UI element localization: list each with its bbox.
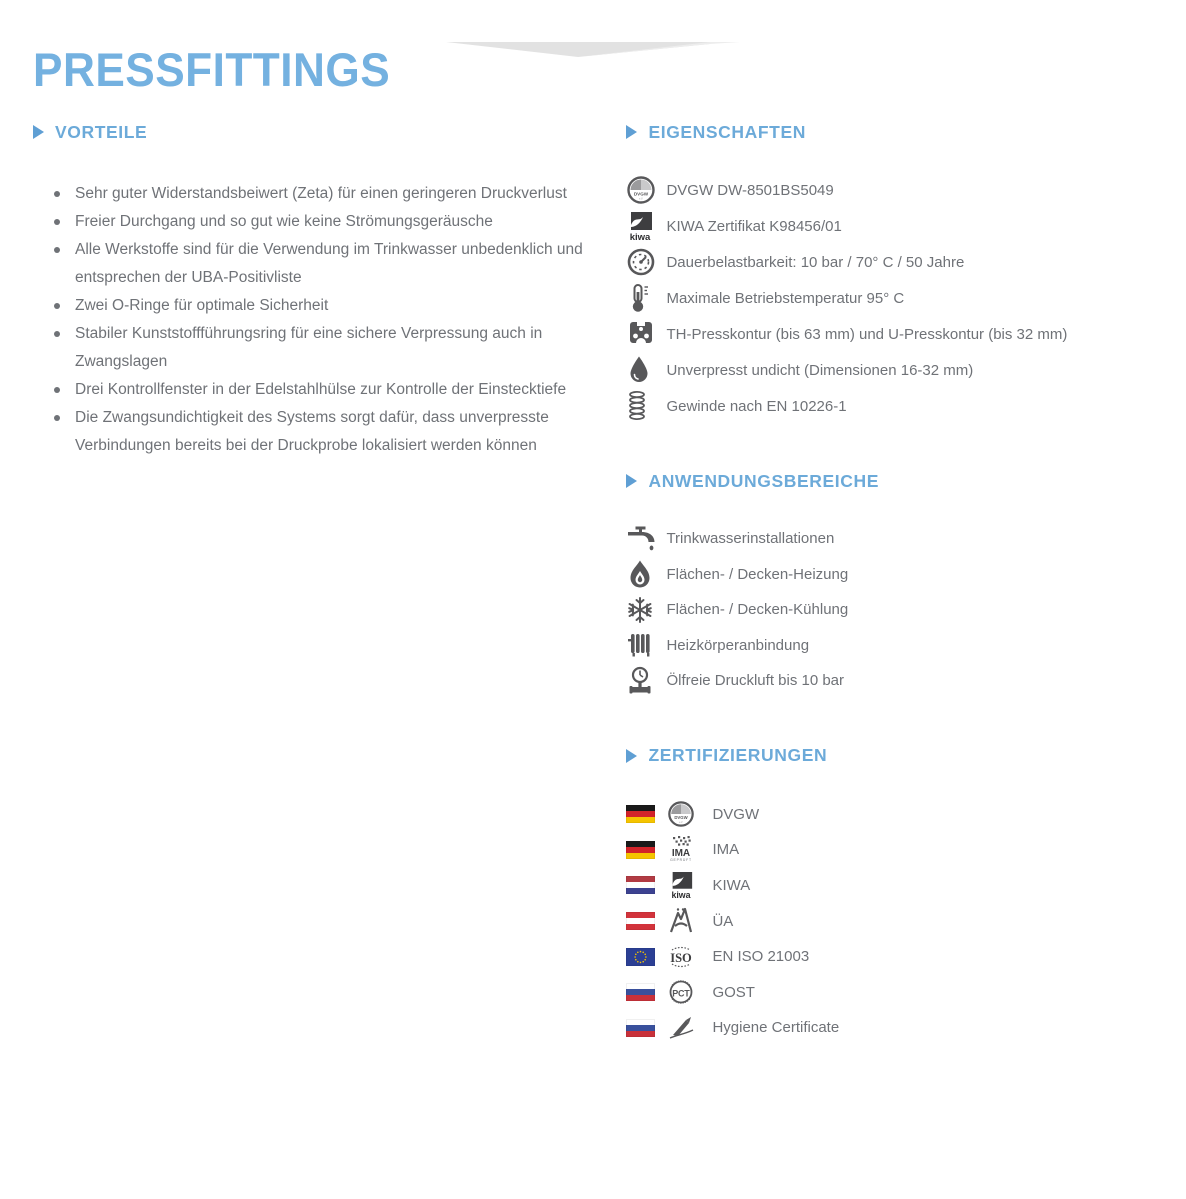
compressed-air-icon <box>626 666 666 696</box>
iso-logo-icon <box>662 943 700 971</box>
hygiene-logo-icon <box>662 1015 700 1041</box>
water-drop-icon <box>626 355 666 385</box>
section-heading-vorteile <box>33 121 593 143</box>
kiwa-logo-icon <box>662 871 700 899</box>
certification-label: IMA <box>712 841 740 859</box>
triangle-bullet-icon <box>626 749 637 763</box>
triangle-bullet-icon <box>33 125 44 139</box>
application-label: Heizkörperanbindung <box>666 636 810 654</box>
application-row <box>626 521 1153 557</box>
application-row <box>626 628 1153 664</box>
property-label: Dauerbelastbarkeit: 10 bar / 70° C / 50 Jahre <box>666 253 965 271</box>
certification-label: ÜA <box>712 912 734 930</box>
section-heading-label: ANWENDUNGSBEREICHE <box>648 470 879 491</box>
list-item: Stabiler Kunststoffführungsring für eine sichere Verpressung auch in Zwangslagen <box>33 320 593 376</box>
certification-row <box>626 939 1153 975</box>
list-item: Die Zwangsundichtigkeit des Systems sorgt dafür, dass unverpresste Verbindungen bereits bei der Druckprobe lokalisiert werden können <box>33 404 593 460</box>
pressure-gauge-icon <box>626 247 666 277</box>
section-heading-zertifizierungen <box>626 745 1153 767</box>
application-row <box>626 592 1153 628</box>
pressfittings-sheet <box>0 42 1186 1046</box>
certification-label: GOST <box>712 983 755 1001</box>
kiwa-logo-icon <box>626 211 666 241</box>
certification-label: DVGW <box>712 805 760 823</box>
section-heading-anwendungsbereiche <box>626 470 1153 492</box>
press-contour-icon <box>626 319 666 349</box>
uea-logo-icon <box>662 907 700 935</box>
certification-label: KIWA <box>712 876 751 894</box>
advantages-list <box>33 180 593 460</box>
thread-icon <box>626 390 666 422</box>
section-heading-eigenschaften <box>626 121 1153 143</box>
certification-label: Hygiene Certificate <box>712 1019 840 1037</box>
properties-column <box>626 121 1153 1046</box>
property-row <box>626 280 1153 316</box>
section-heading-label: ZERTIFIZIERUNGEN <box>648 745 828 765</box>
certification-row <box>626 797 1153 833</box>
property-label: Maximale Betriebstemperatur 95° C <box>666 289 905 307</box>
gost-logo-icon <box>662 978 700 1006</box>
application-label: Ölfreie Druckluft bis 10 bar <box>666 672 845 690</box>
application-label: Trinkwasserinstallationen <box>666 530 835 548</box>
svg-text:IMA: IMA <box>672 847 691 859</box>
properties-list <box>626 172 1153 424</box>
svg-text:DVGW: DVGW <box>634 191 649 197</box>
property-label: Unverpresst undicht (Dimensionen 16-32 mm) <box>666 361 974 379</box>
property-row <box>626 316 1153 352</box>
property-row <box>626 208 1153 244</box>
property-label: KIWA Zertifikat K98456/01 <box>666 217 842 235</box>
application-label: Flächen- / Decken-Kühlung <box>666 601 849 619</box>
certification-row <box>626 974 1153 1010</box>
list-item: Alle Werkstoffe sind für die Verwendung im Trinkwasser unbedenklich und entsprechen der UBA-Positivliste <box>33 236 593 292</box>
svg-text:kiwa: kiwa <box>671 890 692 900</box>
svg-text:e.V.: e.V. <box>679 822 684 825</box>
section-heading-label: EIGENSCHAFTEN <box>648 121 806 142</box>
radiator-icon <box>626 631 666 659</box>
netherlands-flag-icon <box>626 876 655 894</box>
austria-flag-icon <box>626 912 655 930</box>
dvgw-logo-icon <box>662 800 700 828</box>
property-row <box>626 244 1153 280</box>
certifications-list <box>626 797 1153 1046</box>
section-heading-label: VORTEILE <box>55 121 148 142</box>
svg-text:DVGW: DVGW <box>674 815 689 821</box>
svg-text:e.V.: e.V. <box>639 197 644 201</box>
page-title: PRESSFITTINGS <box>33 43 391 96</box>
eu-flag-icon <box>626 948 655 966</box>
list-item: Sehr guter Widerstandsbeiwert (Zeta) für einen geringeren Druckverlust <box>33 180 593 208</box>
certification-row <box>626 832 1153 868</box>
thermometer-icon <box>626 283 666 313</box>
application-row <box>626 663 1153 699</box>
certification-row <box>626 1010 1153 1046</box>
advantages-column <box>33 121 593 1046</box>
germany-flag-icon <box>626 805 655 823</box>
application-row <box>626 557 1153 593</box>
svg-text:ISO: ISO <box>670 950 693 965</box>
property-label: Gewinde nach EN 10226-1 <box>666 397 847 415</box>
list-item: Zwei O-Ringe für optimale Sicherheit <box>33 292 593 320</box>
list-item: Drei Kontrollfenster in der Edelstahlhülse zur Kontrolle der Einstecktiefe <box>33 376 593 404</box>
snowflake-icon <box>626 596 666 624</box>
certification-label: EN ISO 21003 <box>712 948 810 966</box>
dvgw-badge-icon <box>626 175 666 205</box>
russia-flag-icon <box>626 1019 655 1037</box>
germany-flag-icon <box>626 841 655 859</box>
property-label: DVGW DW-8501BS5049 <box>666 181 834 199</box>
triangle-bullet-icon <box>626 125 637 139</box>
property-label: TH-Presskontur (bis 63 mm) und U-Presskontur (bis 32 mm) <box>666 325 1068 343</box>
property-row <box>626 352 1153 388</box>
svg-text:РСТ: РСТ <box>672 988 691 999</box>
applications-list <box>626 521 1153 699</box>
faucet-icon <box>626 525 666 553</box>
certification-row <box>626 868 1153 904</box>
property-row <box>626 172 1153 208</box>
svg-text:GEPRÜFT: GEPRÜFT <box>670 857 693 862</box>
property-row <box>626 388 1153 424</box>
triangle-bullet-icon <box>626 474 637 488</box>
flame-icon <box>626 559 666 589</box>
russia-flag-icon <box>626 983 655 1001</box>
certification-row <box>626 903 1153 939</box>
list-item: Freier Durchgang und so gut wie keine Strömungsgeräusche <box>33 208 593 236</box>
application-label: Flächen- / Decken-Heizung <box>666 565 849 583</box>
ima-logo-icon <box>662 835 700 865</box>
svg-text:kiwa: kiwa <box>630 232 651 241</box>
